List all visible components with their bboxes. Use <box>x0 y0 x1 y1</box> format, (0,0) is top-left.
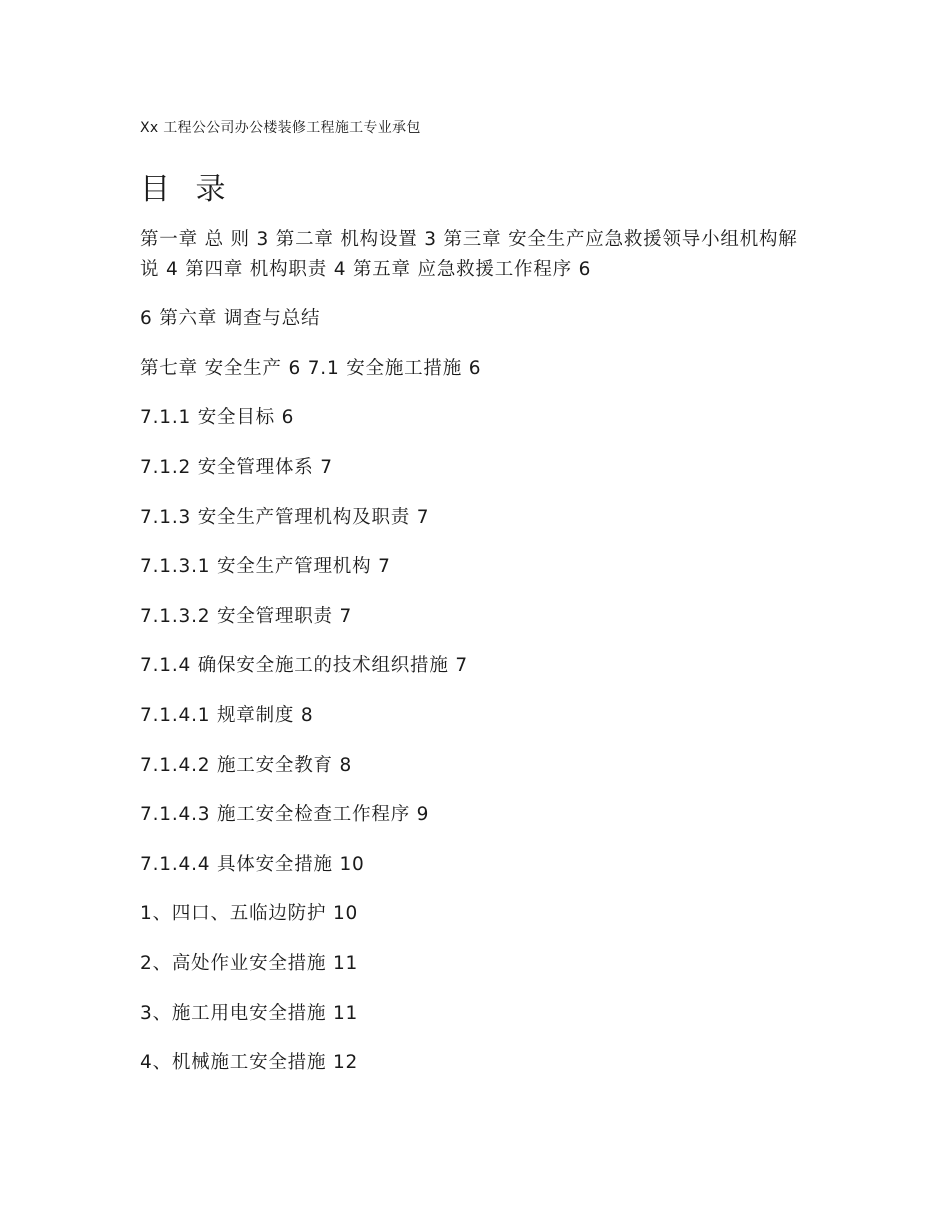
toc-entry: 3、施工用电安全措施 11 <box>140 1003 359 1024</box>
toc-entry: 7.1.4.4 具体安全措施 10 <box>140 854 365 875</box>
toc-entry: 7.1.3.1 安全生产管理机构 7 <box>140 556 391 577</box>
toc-entry: 7.1.1 安全目标 6 <box>140 407 295 428</box>
toc-entry: 1、四口、五临边防护 10 <box>140 903 359 924</box>
toc-entry: 2、高处作业安全措施 11 <box>140 953 359 974</box>
toc-entry: 7.1.4.1 规章制度 8 <box>140 705 314 726</box>
toc-title: 目 录 <box>140 172 234 207</box>
toc-entry: 7.1.4 确保安全施工的技术组织措施 7 <box>140 655 468 676</box>
toc-entry: 第七章 安全生产 6 7.1 安全施工措施 6 <box>140 358 482 379</box>
toc-entry: 7.1.3.2 安全管理职责 7 <box>140 606 353 627</box>
toc-entry: 6 第六章 调查与总结 <box>140 308 321 329</box>
toc-entry: 7.1.2 安全管理体系 7 <box>140 457 333 478</box>
toc-entry: 4、机械施工安全措施 12 <box>140 1052 359 1073</box>
toc-entry: 7.1.4.3 施工安全检查工作程序 9 <box>140 804 430 825</box>
toc-entry: 7.1.4.2 施工安全教育 8 <box>140 755 353 776</box>
toc-entry: 7.1.3 安全生产管理机构及职责 7 <box>140 507 430 528</box>
toc-paragraph: 第一章 总 则 3 第二章 机构设置 3 第三章 安全生产应急救援领导小组机构解说 4 第四章 机构职责 4 第五章 应急救援工作程序 6 <box>140 229 798 280</box>
document-header: Xx 工程公公司办公楼装修工程施工专业承包 <box>140 120 421 136</box>
